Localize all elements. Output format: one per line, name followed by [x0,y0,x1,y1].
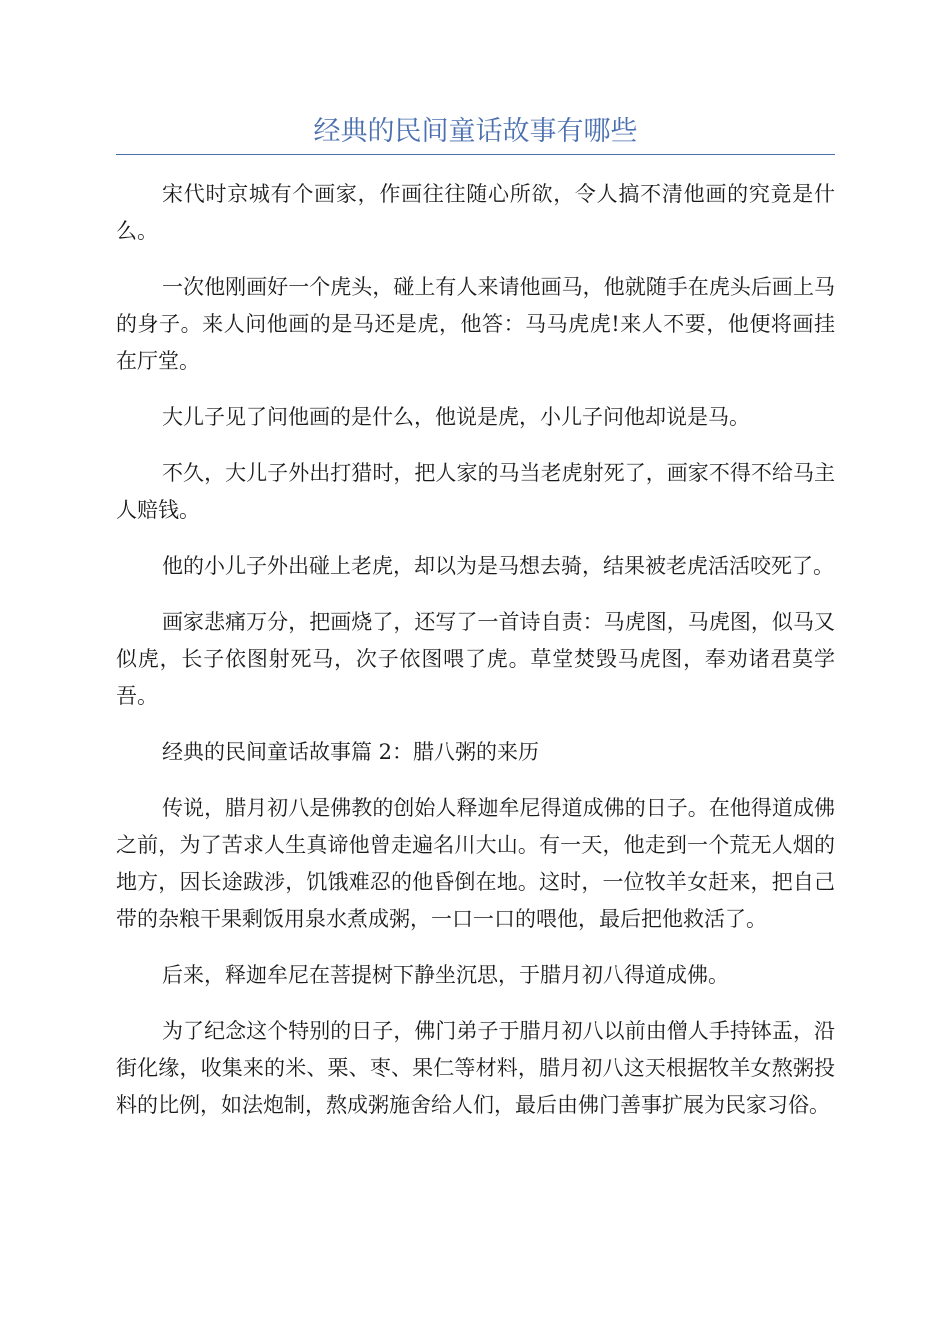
title-underline [116,154,835,155]
section-heading: 经典的民间童话故事篇 2：腊八粥的来历 [162,740,540,764]
paragraph: 不久，大儿子外出打猎时，把人家的马当老虎射死了，画家不得不给马主人赔钱。 [116,461,835,522]
paragraph: 他的小儿子外出碰上老虎，却以为是马想去骑，结果被老虎活活咬死了。 [162,554,834,578]
paragraph: 传说，腊月初八是佛教的创始人释迦牟尼得道成佛的日子。在他得道成佛之前，为了苦求人生真谛他曾走遍名川大山。有一天，他走到一个荒无人烟的地方，因长途跋涉，饥饿难忍的他昏倒在地。这时，一位牧羊女赶来，把自己带的杂粮干果剩饭用泉水煮成粥，一口一口的喂他，最后把他救活了。 [116,796,835,931]
paragraph: 大儿子见了问他画的是什么，他说是虎，小儿子问他却说是马。 [162,405,750,429]
paragraph: 一次他刚画好一个虎头，碰上有人来请他画马，他就随手在虎头后画上马的身子。来人问他画的是马还是虎，他答：马马虎虎!来人不要，他便将画挂在厅堂。 [116,275,835,373]
document-title: 经典的民间童话故事有哪些 [313,116,638,147]
paragraph: 为了纪念这个特别的日子，佛门弟子于腊月初八以前由僧人手持钵盂，沿街化缘，收集来的米、栗、枣、果仁等材料，腊月初八这天根据牧羊女熬粥投料的比例，如法炮制，熬成粥施舍给人们，最后由佛门善事扩展为民家习俗。 [116,1019,835,1117]
document-body [116,176,835,1143]
paragraph: 宋代时京城有个画家，作画往往随心所欲，令人搞不清他画的究竟是什么。 [116,182,835,243]
paragraph: 后来，释迦牟尼在菩提树下静坐沉思，于腊月初八得道成佛。 [162,963,729,987]
paragraph: 画家悲痛万分，把画烧了，还写了一首诗自责：马虎图，马虎图，似马又似虎，长子依图射死马，次子依图喂了虎。草堂焚毁马虎图，奉劝诸君莫学吾。 [116,610,835,708]
